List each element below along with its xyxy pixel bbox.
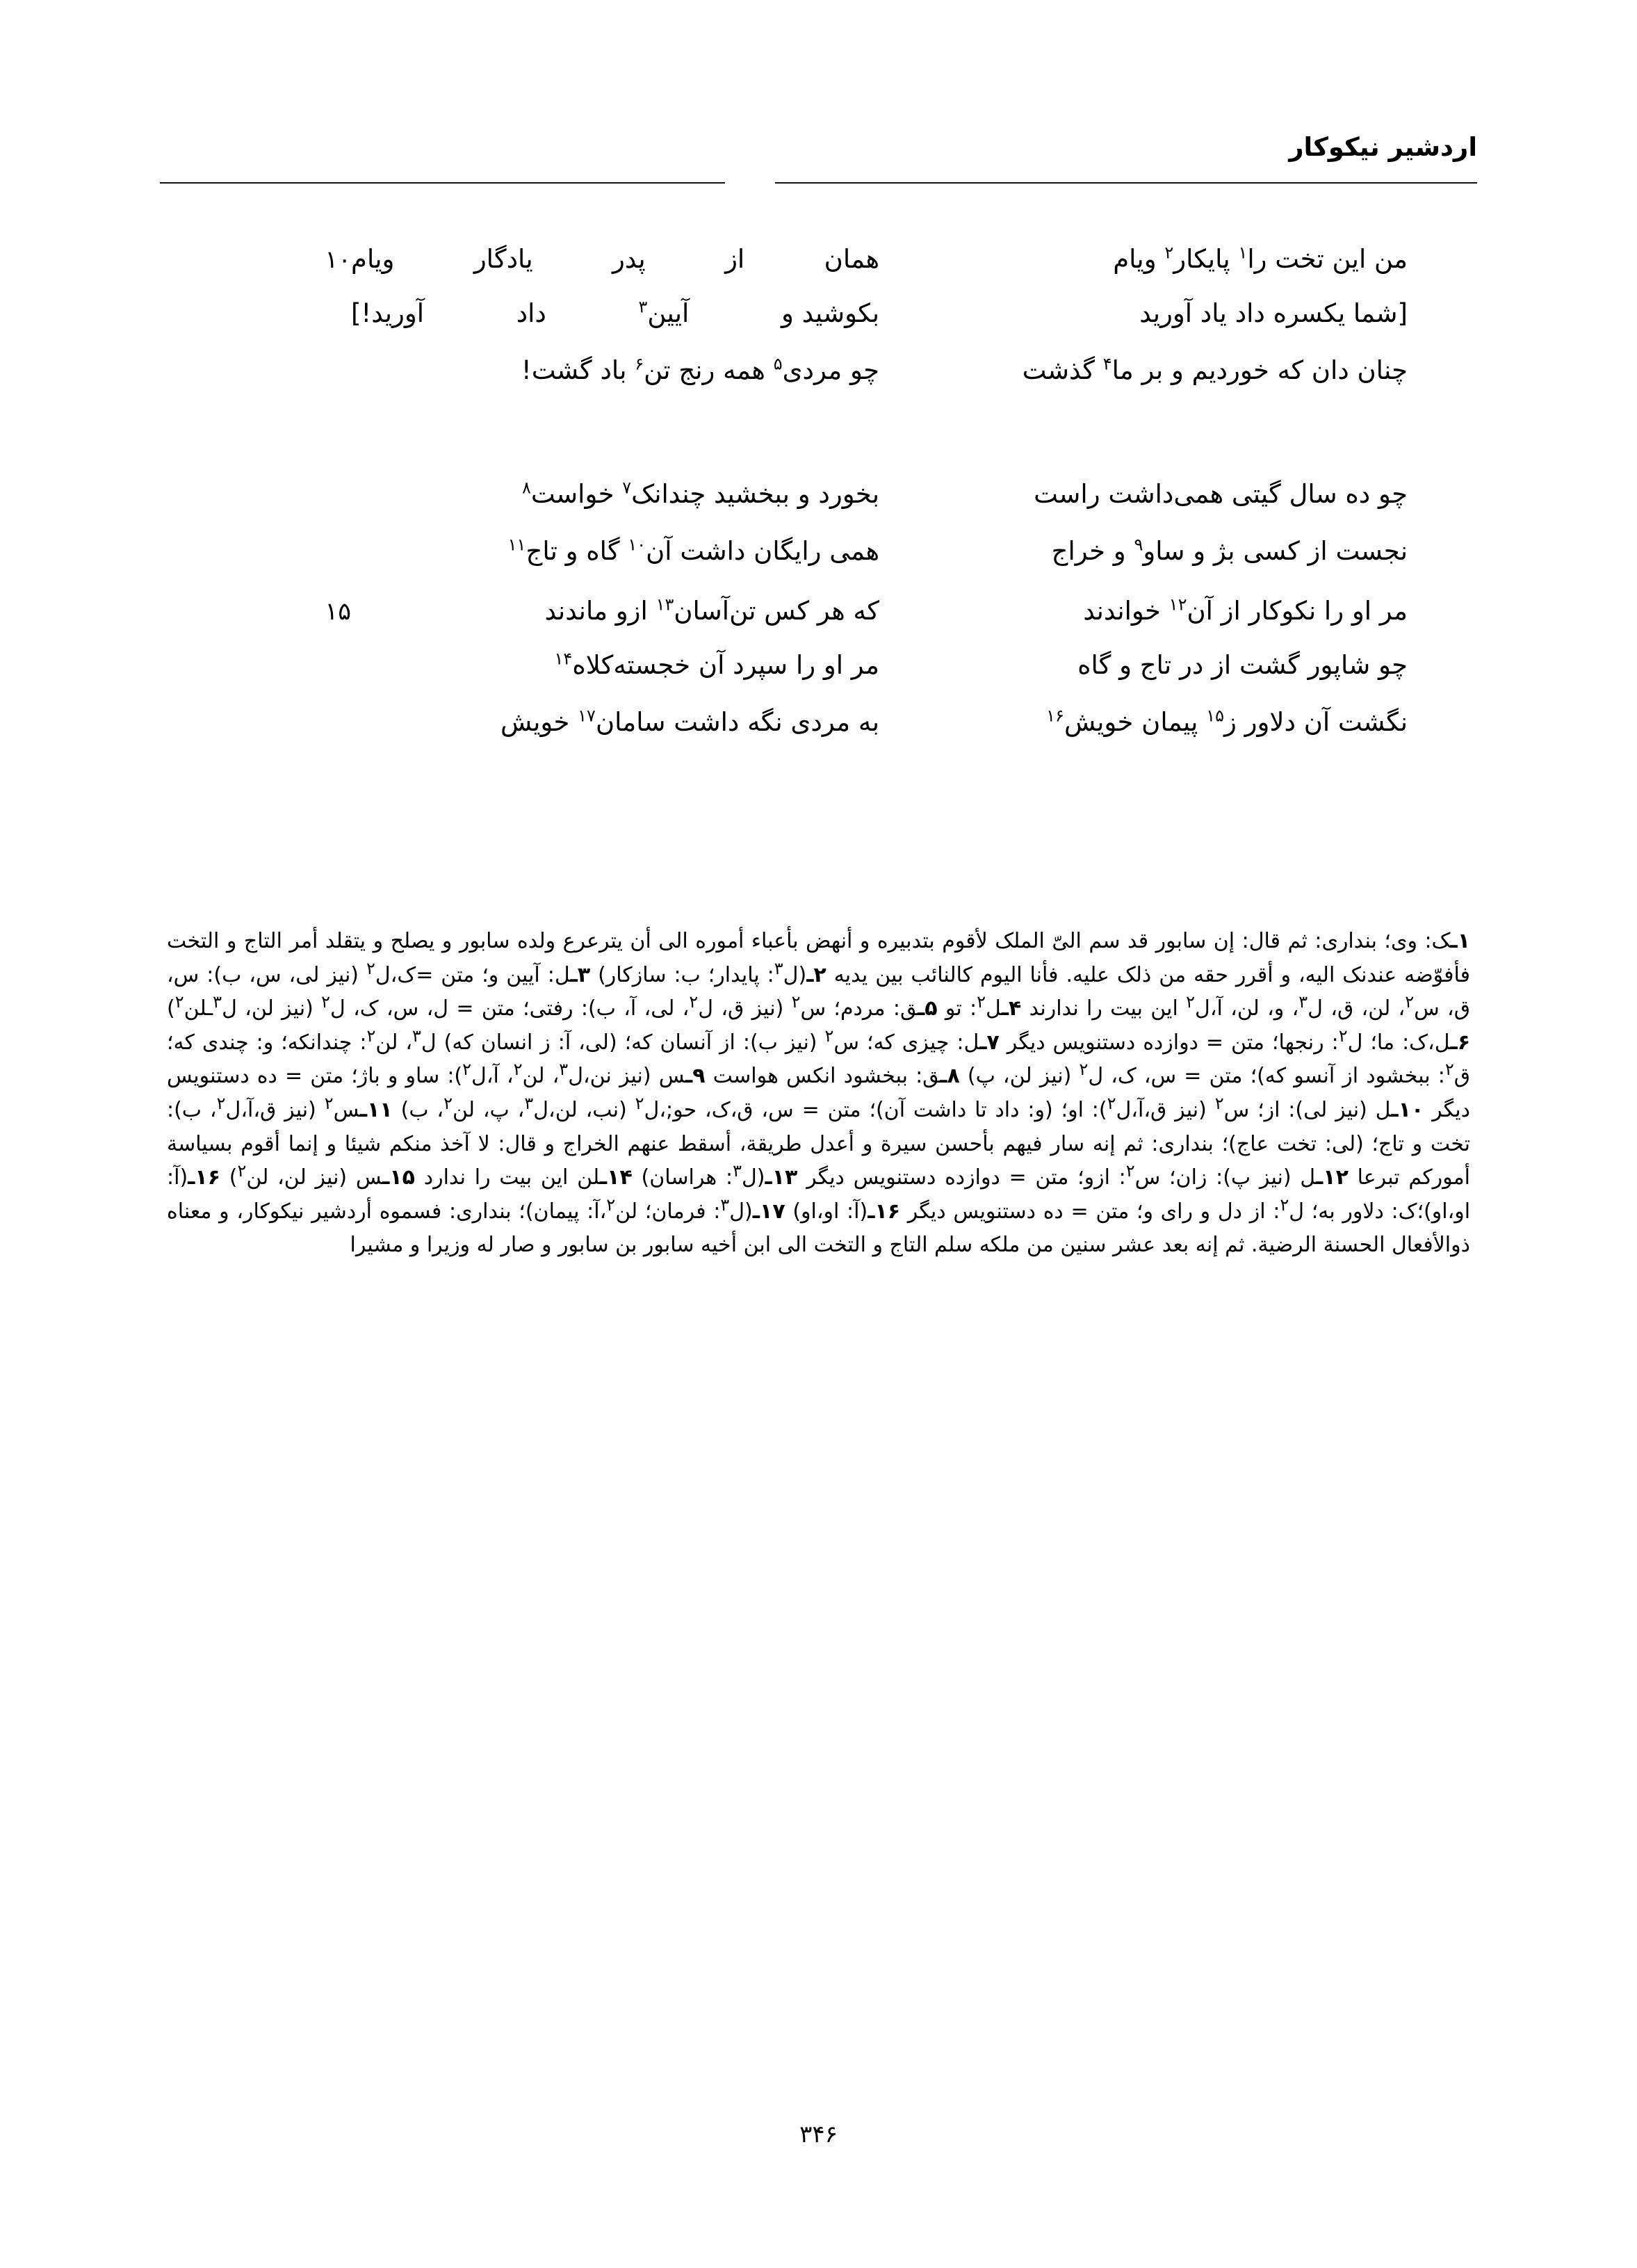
hemistich-left: همی رایگان داشت آن$^{۱۰}$ گاه و تاج$^{۱۱}$ <box>507 535 879 566</box>
hemistich-left: به مردی نگه داشت سامان$^{۱۷}$ خویش <box>500 706 879 737</box>
verse-line <box>212 297 1408 357</box>
line-number <box>291 319 351 322</box>
apparatus-text: ۱ـک: وی؛ بنداری: ثم قال: إن سابور قد سم الیّ الملک لأقوم بتدبیره و أنهض بأعباء أموره الی أن یترعرع ولده سابور و یصلح و یتقلد أمر التاج و التخت فأفوّضه عندنک الیه، و أقرر حقه من ذلک علیه. فأنا الیوم کالنائب بین یدیه ۲ـ(ل$^۳$: پایدار؛ ب: سازکار) ۳ـل: آیین و؛ متن =ک،ل$^۲$ (نیز لی، س، ب): س، ق، س$^۲$، لن، ق، ل$^۳$، و، لن، آ،ل$^۲$ این بیت را ندارند ۴ـل$^۲$: تو ۵ـق: مردم؛ س$^۲$ (نیز ق، ل$^۲$، لی، آ، ب): رفتی؛ متن = ل، س، ک، ل$^۲$ (نیز لن، ل$^۳$ـلن$^۲$) ۶ـل،ک: ما؛ ل$^۲$: رنجها؛ متن = دوازده دستنویس دیگر ۷ـل: چیزی که؛ س$^۲$ (نیز ب): از آنسان که؛ (لی، آ: ز انسان که) ل$^۳$، لن$^۲$: چندانکه؛ و: چندی که؛ ق$^۲$: ببخشود از آنسو که)؛ متن = س، ک، ل$^۲$ (نیز لن، پ) ۸ـق: ببخشود انکس هواست ۹ـس (نیز نن،ل$^۳$، لن$^۲$، آ،ل$^۲$): ساو و باژ؛ متن = ده دستنویس دیگر ۱۰ـل (نیز لی): از؛ س$^۲$ (نیز ق،آ،ل$^۲$): او؛ (و: داد تا داشت آن)؛ متن = س، ق،ک، حو;،ل$^۲$ (نب، لن،ل$^۳$، پ، لن$^۲$، ب) ۱۱ـس$^۲$ (نیز ق،آ،ل$^۲$، ب): تخت و تاج؛ (لی: تخت عاج)؛ بنداری: ثم إنه سار فیهم بأحسن سیرة و أعدل طریقة، أسقط عنهم الخراج و قال: لا آخذ منکم شیئا و إنما أقوم بسیاسة أمورکم تبرعا ۱۲ـل (نیز پ): زان؛ س$^۲$: ازو؛ متن = دوازده دستنویس دیگر ۱۳ـ(ل$^۳$: هراسان) ۱۴ـلن این بیت را ندارد ۱۵ـس (نیز لن، لن$^۲$) ۱۶ـ(آ: او،او)؛ک: دلاور به؛ ل$^۲$: از دل و رای و؛ متن = ده دستنویس دیگر ۱۶ـ(آ: او،او) ۱۷ـ(ل$^۳$: فرمان؛ لن$^۲$،آ: پیمان)؛ بنداری: فسموه أردشیر نیکوکار، و معناه ذوالأفعال الحسنة الرضیة. ثم إنه بعد عشر سنین من ملکه سلم التاج و التخت الی ابن أخیه سابور بن سابور و صار له وزیرا و مشیرا <box>167 929 1471 1258</box>
hemistich-right: مر او را نکوکار از آن$^{۱۲}$ خواندند <box>1083 594 1408 626</box>
hemistich-right: چنان دان که خوردیم و بر ما$^۴$ گذشت <box>1022 354 1408 385</box>
header-divider-gap <box>725 178 775 188</box>
verse-section <box>212 243 1408 833</box>
hemistich-right: [شما یکسره داد یاد آورید <box>1139 298 1408 328</box>
line-number <box>291 671 351 674</box>
page-header <box>160 132 1477 195</box>
hemistich-left: چو مردی$^۵$ همه رنج تن$^۶$ باد گشت! <box>521 354 879 385</box>
hemistich-right: نگشت آن دلاور ز$^{۱۵}$ پیمان خویش$^{۱۶}$ <box>1046 706 1408 737</box>
verse-group <box>212 478 1408 766</box>
line-number <box>291 557 351 560</box>
critical-apparatus <box>167 925 1470 1263</box>
hemistich-right: چو ده سال گیتی همی‌داشت راست <box>1034 479 1408 509</box>
folio-number: ۳۴۶ <box>799 2121 838 2148</box>
line-number <box>291 500 351 503</box>
verse-group <box>212 243 1408 414</box>
hemistich-left: همان از پدر یادگار ویام <box>351 244 879 274</box>
hemistich-left: بخورد و ببخشید چندانک$^۷$ خواست$^۸$ <box>521 478 879 509</box>
header-divider <box>160 182 1477 184</box>
hemistich-left: که هر کس تن‌آسان$^{۱۳}$ ازو ماندند <box>544 594 879 626</box>
verse-line <box>212 243 1408 300</box>
line-number <box>291 376 351 379</box>
page-title: اردشیر نیکوکار <box>1289 132 1477 162</box>
verse-line <box>212 354 1408 414</box>
verse-line <box>212 595 1408 652</box>
line-number <box>291 728 351 731</box>
verse-line <box>212 535 1408 595</box>
line-number: ۱۵ <box>325 598 351 626</box>
verse-line <box>212 706 1408 766</box>
verse-line <box>212 478 1408 538</box>
hemistich-right: من این تخت را$^۱$ پایکار$^۲$ ویام <box>1113 243 1408 274</box>
line-number: ۱۰ <box>325 246 351 274</box>
hemistich-left: مر او را سپرد آن خجسته‌کلاه$^{۱۴}$ <box>554 649 879 680</box>
hemistich-left: بکوشید و آیین$^۳$ داد آورید!] <box>351 297 879 328</box>
hemistich-right: چو شاپور گشت از در تاج و گاه <box>1077 650 1408 680</box>
verse-line <box>212 649 1408 709</box>
hemistich-right: نجست از کسی بژ و ساو$^۹$ و خراج <box>1051 535 1408 566</box>
